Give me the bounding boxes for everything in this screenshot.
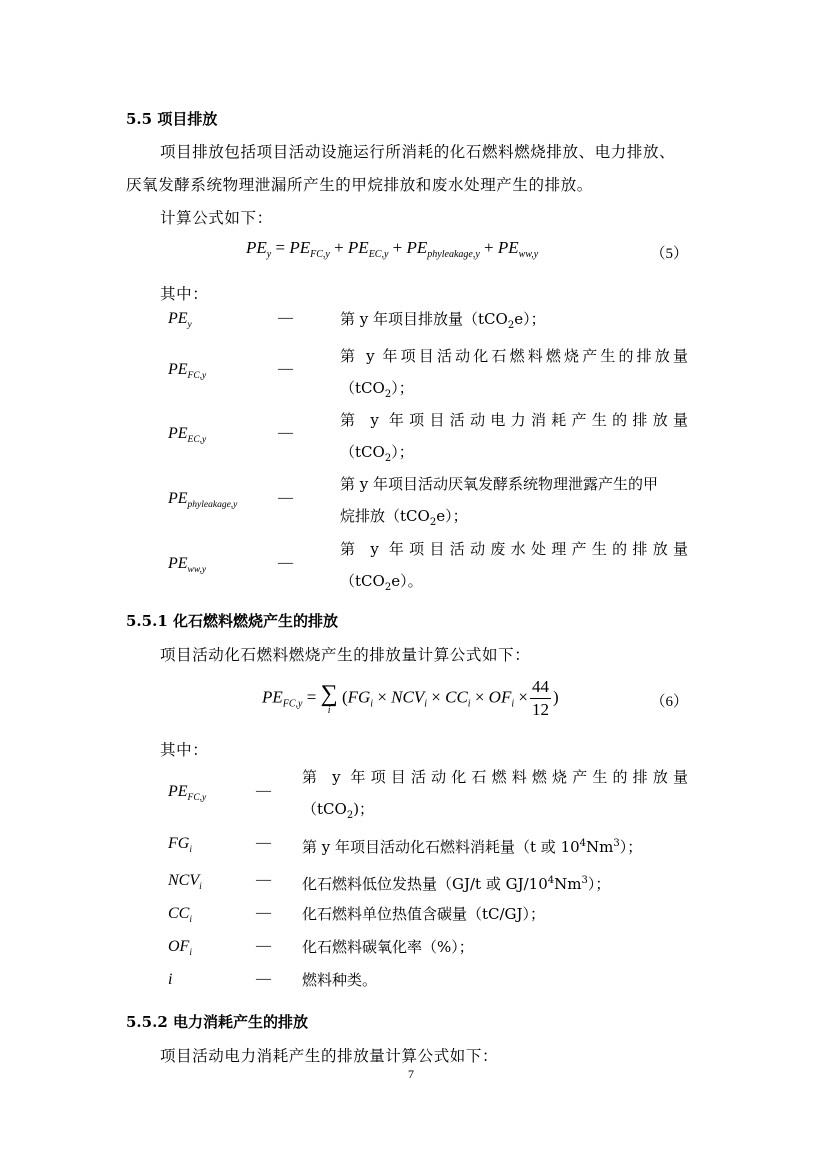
definition-text: 燃料种类。 bbox=[302, 971, 378, 989]
symbol: $PE_{phyleakage,y}$ bbox=[168, 490, 238, 510]
symbol: i bbox=[168, 971, 173, 988]
dash: — bbox=[278, 310, 293, 326]
page-number: 7 bbox=[408, 1067, 414, 1081]
dash: — bbox=[256, 971, 271, 987]
equation-number: （6） bbox=[650, 694, 688, 710]
equation-number: （5） bbox=[650, 246, 688, 262]
definition-text: （tCO$_2$e）。 bbox=[340, 572, 423, 593]
formula-intro: 项目活动电力消耗产生的排放量计算公式如下： bbox=[160, 1047, 499, 1065]
dash: — bbox=[278, 490, 293, 506]
dash: — bbox=[256, 905, 271, 921]
section-heading-5-5-2: 5.5.2 电力消耗产生的排放 bbox=[126, 1013, 308, 1031]
symbol: $PE_y$ bbox=[168, 310, 192, 330]
dash: — bbox=[256, 783, 271, 799]
definition-text: 第 y 年项目活动厌氧发酵系统物理泄露产生的甲 bbox=[340, 475, 659, 493]
definition-text: 第 y 年项目活动电力消耗产生的排放量 bbox=[340, 411, 688, 429]
formula-intro: 计算公式如下： bbox=[160, 209, 273, 227]
definition-text: 第 y 年项目活动废水处理产生的排放量 bbox=[340, 540, 688, 558]
symbol: $FG_i$ bbox=[168, 835, 192, 855]
symbol: $PE_{FC,y}$ bbox=[168, 361, 207, 381]
symbol: $NCV_i$ bbox=[168, 872, 202, 892]
where-label: 其中： bbox=[160, 285, 209, 303]
dash: — bbox=[256, 835, 271, 851]
definition-text: 化石燃料单位热值含碳量（tC/GJ）； bbox=[302, 905, 546, 923]
where-label: 其中： bbox=[160, 741, 209, 759]
definition-text: 第 y 年项目排放量（tCO$_2$e）； bbox=[340, 310, 546, 331]
dash: — bbox=[256, 938, 271, 954]
paragraph-line: 厌氧发酵系统物理泄漏所产生的甲烷排放和废水处理产生的排放。 bbox=[126, 176, 593, 194]
paragraph-line: 项目排放包括项目活动设施运行所消耗的化石燃料燃烧排放、电力排放、 bbox=[160, 143, 676, 161]
symbol: $PE_{FC,y}$ bbox=[168, 783, 207, 803]
definition-text: （tCO$_2$)； bbox=[302, 800, 375, 821]
symbol: $OF_i$ bbox=[168, 938, 192, 958]
definition-text: 化石燃料碳氧化率（%）； bbox=[302, 938, 474, 956]
symbol: $PE_{ww,y}$ bbox=[168, 555, 207, 575]
dash: — bbox=[278, 361, 293, 377]
symbol: $CC_i$ bbox=[168, 905, 192, 925]
definition-text: 第 y 年项目活动化石燃料燃烧产生的排放量 bbox=[340, 347, 688, 365]
section-heading-5-5-1: 5.5.1 化石燃料燃烧产生的排放 bbox=[126, 612, 338, 630]
dash: — bbox=[278, 555, 293, 571]
definition-text: （tCO$_2$）； bbox=[340, 443, 414, 464]
dash: — bbox=[278, 425, 293, 441]
definition-text: 烷排放（tCO$_2$e）； bbox=[340, 507, 468, 528]
section-heading-5-5: 5.5 项目排放 bbox=[126, 110, 218, 128]
definition-text: 第 y 年项目活动化石燃料消耗量（t 或 $10^4Nm^3$）； bbox=[302, 838, 643, 856]
dash: — bbox=[256, 872, 271, 888]
formula-intro: 项目活动化石燃料燃烧产生的排放量计算公式如下： bbox=[160, 646, 531, 664]
symbol: $PE_{EC,y}$ bbox=[168, 425, 207, 445]
definition-text: 第 y 年项目活动化石燃料燃烧产生的排放量 bbox=[302, 768, 688, 786]
definition-text: （tCO$_2$）； bbox=[340, 379, 414, 400]
equation-6: $PE_{FC,y}$ = ∑ i ($FG_i \times NCV_i \times CC_i \times OF_i$ × $\frac{44}{12}$ ) bbox=[262, 677, 559, 719]
definition-text: 化石燃料低位发热量（GJ/t 或 $GJ/10^4Nm^3$）； bbox=[302, 875, 611, 893]
equation-5: $PE_y = PE_{FC,y} + PE_{EC,y} + PE_{phyleakage,y} + PE_{ww,y}$ bbox=[246, 238, 539, 260]
